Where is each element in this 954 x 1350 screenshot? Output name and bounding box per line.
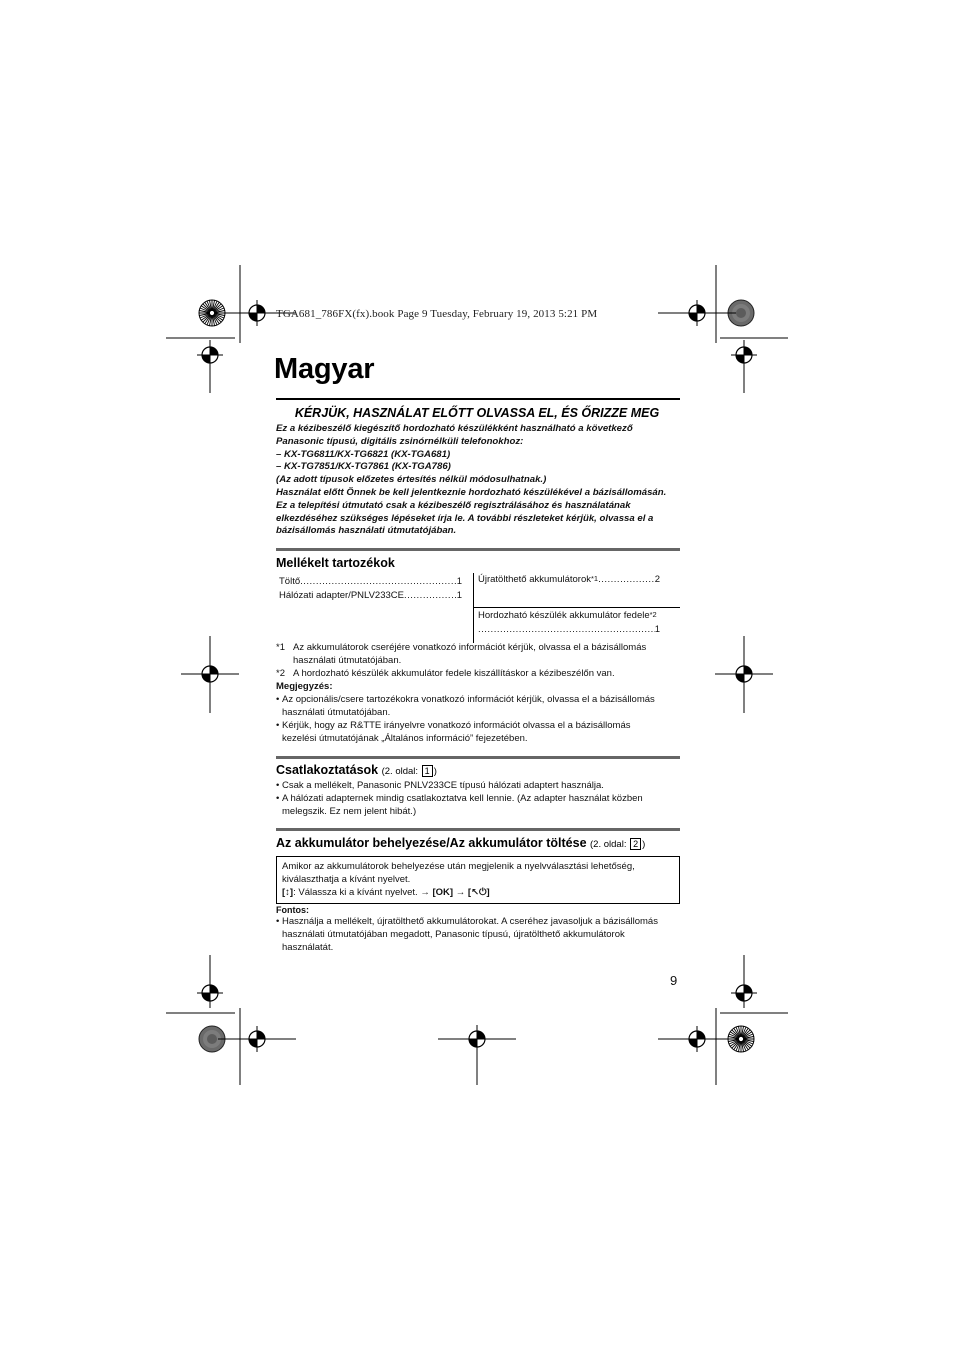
note-text: Kérjük, hogy az R&TTE irányelvre vonatkozó információt olvassa el a bázisállomás: [282, 720, 631, 731]
footnote: [276, 668, 615, 681]
footnote-ref: *2: [649, 610, 657, 619]
bullet-text: használatát.: [282, 941, 334, 953]
section-rule: [276, 756, 680, 759]
section-rule: [276, 828, 680, 831]
accessory-qty: 2: [654, 574, 660, 585]
footnote-cont: használati útmutatójában.: [293, 655, 402, 666]
accessory-name: Újratölthető akkumulátorok: [478, 574, 591, 585]
ok-key: [OK]: [432, 886, 454, 898]
connection-bullet: • A hálózati adapternek mindig csatlakoztatva kell lennie. (Az adapter használat közben melegszik. Ez nem jelent hibát.): [276, 793, 680, 819]
intro-line: – KX-TG7851/KX-TG7861 (KX-TGA786): [276, 461, 451, 473]
title-rule: [276, 398, 680, 400]
accessory-item: [478, 574, 660, 585]
caution-heading: KÉRJÜK, HASZNÁLAT ELŐTT OLVASSA EL, ÉS ŐRIZZE MEG: [294, 406, 660, 420]
figure-number: 1: [422, 765, 433, 777]
page-number: 9: [670, 973, 678, 988]
note-text: kezelési útmutatójának „Általános információ” fejezetében.: [282, 732, 528, 744]
page-ref: (2. oldal: 1 ): [381, 766, 437, 777]
arrow-icon: →: [455, 886, 466, 898]
print-header: TGA681_786FX(fx).book Page 9 Tuesday, February 19, 2013 5:21 PM: [276, 308, 598, 320]
footnote-mark: *2: [276, 668, 285, 679]
footnote: [276, 642, 647, 655]
intro-line: Használat előtt Önnek be kell jelentkeznie hordozható készülékével a bázisállomásán.: [276, 486, 667, 498]
footnote-mark: *1: [276, 642, 285, 653]
accessory-qty-row: [478, 624, 660, 635]
bullet-text: Csak a mellékelt, Panasonic PNLV233CE típusú hálózati adaptert használja.: [282, 780, 604, 791]
important-label: Fontos:: [276, 905, 309, 915]
accessory-name: Hálózati adapter/PNLV233CE: [279, 590, 404, 601]
note-bullet: • Az opcionális/csere tartozékokra vonatkozó információt kérjük, olvassa el a bázisállomás használati útmutatójában.: [276, 694, 680, 720]
intro-line: elkezdéséhez szükséges lépéseket írja le. A további részleteket kérjük, olvassa el a: [276, 512, 654, 524]
connections-title: [276, 763, 437, 777]
intro-line: Ez a telepítési útmutató csak a kézibeszélő regisztrálásához és használatának: [276, 499, 631, 511]
footnote-text: A hordozható készülék akkumulátor fedele kiszállításkor a kézibeszélőn van.: [293, 668, 615, 679]
accessory-name: Töltő: [279, 576, 301, 587]
intro-line: (Az adott típusok előzetes értesítés nélkül módosulhatnak.): [276, 474, 547, 486]
accessory-item: [279, 576, 462, 587]
section-rule: [276, 548, 680, 551]
page-title: Magyar: [274, 353, 375, 385]
off-key: [↖⏻]: [467, 886, 490, 898]
box-instruction: [282, 887, 674, 900]
table-divider: [473, 573, 474, 643]
intro-line: Ez a kézibeszélő kiegészítő hordozható készülékként használható a következő: [276, 423, 633, 434]
accessory-qty: 1: [456, 576, 462, 587]
navigator-key: [↕]: [282, 886, 294, 898]
note-bullet: • Kérjük, hogy az R&TTE irányelvre vonatkozó információt olvassa el a bázisállomás kezelési útmutatójának „Általános információ” fejezetében.: [276, 720, 680, 746]
footnote-text: Az akkumulátorok cseréjére vonatkozó információt kérjük, olvassa el a bázisállomás: [293, 642, 647, 653]
note-text: használati útmutatójában.: [282, 706, 391, 718]
bullet-text: A hálózati adapternek mindig csatlakoztatva kell lennie. (Az adapter használat közben: [282, 793, 643, 804]
important-bullet: • Használja a mellékelt, újratölthető akkumulátorokat. A cseréhez javasoljuk a bázisállomás használati útmutatójában megadott, Panasonic típusú, újratölthető akkumulátorok használatát.: [276, 916, 680, 954]
bullet-text: Használja a mellékelt, újratölthető akkumulátorokat. A cseréhez javasoljuk a bázisállomás: [282, 916, 658, 927]
note-label: Megjegyzés:: [276, 681, 333, 692]
accessory-qty: 1: [654, 624, 660, 635]
footnote-ref: *1: [591, 574, 599, 583]
table-hline: [473, 607, 680, 608]
box-text: Amikor az akkumulátorok behelyezése után megjelenik a nyelvválasztási lehetőség,: [282, 861, 635, 872]
intro-line: bázisállomás használati útmutatójában.: [276, 525, 457, 537]
accessory-qty: 1: [456, 590, 462, 601]
page-ref: (2. oldal: 2 ): [590, 839, 646, 850]
section-title-text: Csatlakoztatások: [276, 763, 379, 777]
accessory-item: [478, 610, 670, 621]
language-box: [276, 856, 680, 904]
accessory-item: [279, 590, 462, 601]
intro-text: [276, 423, 686, 538]
note-text: Az opcionális/csere tartozékokra vonatkozó információt kérjük, olvassa el a bázisállomás: [282, 694, 655, 705]
intro-line: – KX-TG6811/KX-TG6821 (KX-TGA681): [276, 448, 451, 460]
figure-number: 2: [630, 838, 641, 850]
connection-bullet: • Csak a mellékelt, Panasonic PNLV233CE típusú hálózati adaptert használja.: [276, 780, 680, 793]
instruction-text: : Válassza ki a kívánt nyelvet. →: [293, 886, 430, 898]
box-text: kiválaszthatja a kívánt nyelvet.: [282, 873, 411, 885]
bullet-text: használati útmutatójában megadott, Panasonic típusú, újratölthető akkumulátorok: [282, 928, 625, 940]
accessory-name: Hordozható készülék akkumulátor fedele: [478, 610, 650, 621]
intro-line: Panasonic típusú, digitális zsinórnélküli telefonokhoz:: [276, 435, 524, 447]
battery-title: [276, 836, 645, 850]
section-title-text: Az akkumulátor behelyezése/Az akkumulátor töltése: [276, 836, 587, 850]
accessories-title: Mellékelt tartozékok: [276, 556, 395, 570]
bullet-text: melegszik. Ez nem jelent hibát.): [282, 805, 417, 817]
